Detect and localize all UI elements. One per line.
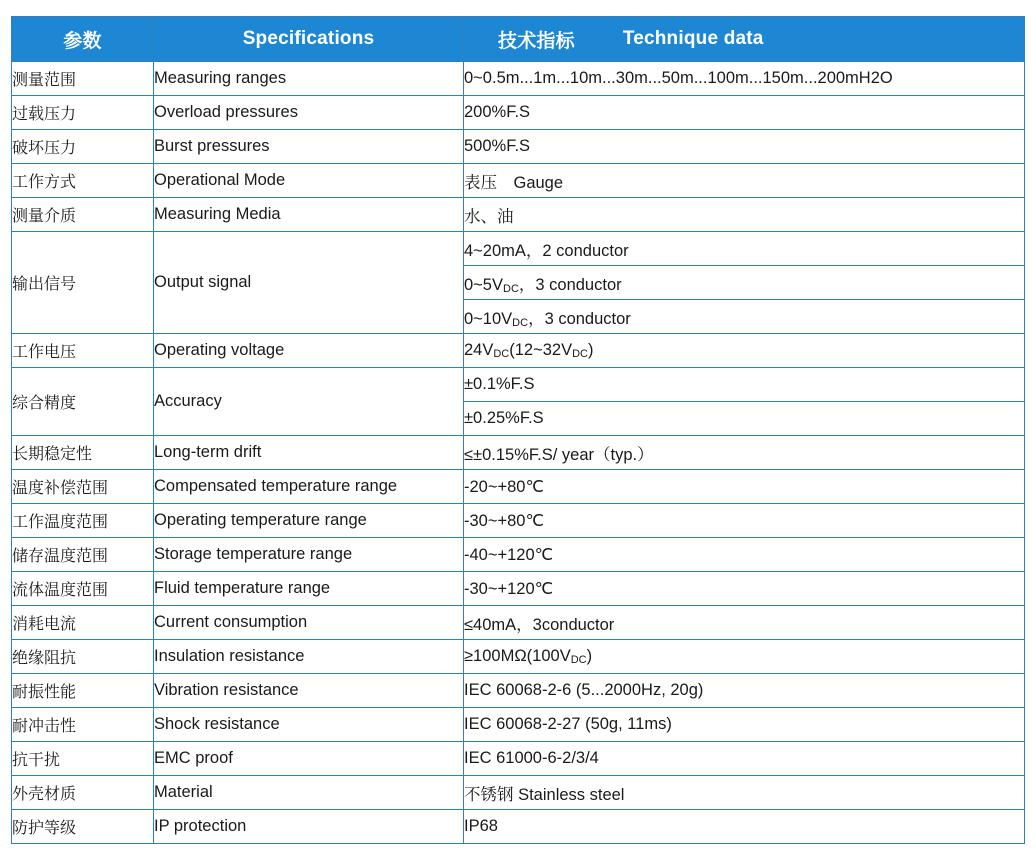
param-en: Material xyxy=(154,776,464,810)
param-value: 表压 Gauge xyxy=(464,164,1025,198)
param-en: Measuring ranges xyxy=(154,62,464,96)
table-row xyxy=(12,164,1025,198)
param-en: Overload pressures xyxy=(154,96,464,130)
param-value: IEC 61000-6-2/3/4 xyxy=(464,742,1025,776)
param-value: 500%F.S xyxy=(464,130,1025,164)
param-cn: 工作温度范围 xyxy=(12,504,154,538)
table-row xyxy=(12,776,1025,810)
param-en: Vibration resistance xyxy=(154,674,464,708)
param-cn: 测量范围 xyxy=(12,62,154,96)
param-cn: 储存温度范围 xyxy=(12,538,154,572)
param-value: IEC 60068-2-6 (5...2000Hz, 20g) xyxy=(464,674,1025,708)
table-row xyxy=(12,368,1025,402)
param-cn: 测量介质 xyxy=(12,198,154,232)
table-row xyxy=(12,504,1025,538)
param-value: 不锈钢 Stainless steel xyxy=(464,776,1025,810)
param-value: IP68 xyxy=(464,810,1025,844)
param-cn: 温度补偿范围 xyxy=(12,470,154,504)
table-body xyxy=(12,62,1025,844)
param-value: -40~+120℃ xyxy=(464,538,1025,572)
param-en: Output signal xyxy=(154,232,464,334)
param-cn: 抗干扰 xyxy=(12,742,154,776)
param-en: Storage temperature range xyxy=(154,538,464,572)
param-value: -20~+80℃ xyxy=(464,470,1025,504)
param-en: Current consumption xyxy=(154,606,464,640)
table-row xyxy=(12,130,1025,164)
param-en: Accuracy xyxy=(154,368,464,436)
param-cn: 耐冲击性 xyxy=(12,708,154,742)
specifications-table xyxy=(11,16,1025,844)
param-cn: 消耗电流 xyxy=(12,606,154,640)
top-spacer xyxy=(0,0,1035,10)
param-cn: 长期稳定性 xyxy=(12,436,154,470)
param-cn: 工作电压 xyxy=(12,334,154,368)
table-header-row xyxy=(12,17,1025,62)
param-cn: 工作方式 xyxy=(12,164,154,198)
table-row xyxy=(12,436,1025,470)
table-row xyxy=(12,606,1025,640)
table-row xyxy=(12,232,1025,266)
param-cn: 外壳材质 xyxy=(12,776,154,810)
param-value: 水、油 xyxy=(464,198,1025,232)
param-en: Operational Mode xyxy=(154,164,464,198)
header-technique xyxy=(464,17,1025,62)
table-row xyxy=(12,674,1025,708)
param-en: Operating temperature range xyxy=(154,504,464,538)
table-row xyxy=(12,640,1025,674)
header-parameter: 参数 xyxy=(12,17,154,62)
table-row xyxy=(12,708,1025,742)
param-en: Measuring Media xyxy=(154,198,464,232)
param-cn: 输出信号 xyxy=(12,232,154,334)
param-value: 200%F.S xyxy=(464,96,1025,130)
header-technique-en: Technique data xyxy=(622,28,764,49)
param-value: IEC 60068-2-27 (50g, 11ms) xyxy=(464,708,1025,742)
table-row xyxy=(12,62,1025,96)
header-specifications: Specifications xyxy=(154,17,464,62)
param-value: -30~+120℃ xyxy=(464,572,1025,606)
param-value: $24V_{DC}(12\sim 32V_{DC})$ xyxy=(464,334,1025,368)
param-cn: 破坏压力 xyxy=(12,130,154,164)
table-head xyxy=(12,17,1025,62)
param-en: Operating voltage xyxy=(154,334,464,368)
param-en: Burst pressures xyxy=(154,130,464,164)
param-value: $0\sim 10V_{DC}$，3 conductor xyxy=(464,300,1025,334)
param-cn: 绝缘阻抗 xyxy=(12,640,154,674)
param-value: ≤±0.15%F.S/ year（typ.） xyxy=(464,436,1025,470)
param-value: ±0.25%F.S xyxy=(464,402,1025,436)
param-value: -30~+80℃ xyxy=(464,504,1025,538)
param-value: ≤40mA，3conductor xyxy=(464,606,1025,640)
param-value: $0\sim 5V_{DC}$，3 conductor xyxy=(464,266,1025,300)
param-value: 0~0.5m...1m...10m...30m...50m...100m...150m...200mH2O xyxy=(464,62,1025,96)
param-value: $\ge 100M\Omega(100V_{DC})$ xyxy=(464,640,1025,674)
table-row xyxy=(12,96,1025,130)
param-cn: 过载压力 xyxy=(12,96,154,130)
param-cn: 流体温度范围 xyxy=(12,572,154,606)
param-cn: 耐振性能 xyxy=(12,674,154,708)
param-en: EMC proof xyxy=(154,742,464,776)
header-technique-cn: 技术指标 xyxy=(498,30,575,52)
param-en: Insulation resistance xyxy=(154,640,464,674)
param-en: Fluid temperature range xyxy=(154,572,464,606)
table-row xyxy=(12,198,1025,232)
param-value: 4~20mA，2 conductor xyxy=(464,232,1025,266)
table-row xyxy=(12,810,1025,844)
table-row xyxy=(12,742,1025,776)
table-row xyxy=(12,538,1025,572)
param-en: Compensated temperature range xyxy=(154,470,464,504)
param-value: ±0.1%F.S xyxy=(464,368,1025,402)
param-cn: 综合精度 xyxy=(12,368,154,436)
param-cn: 防护等级 xyxy=(12,810,154,844)
param-en: Shock resistance xyxy=(154,708,464,742)
param-en: Long-term drift xyxy=(154,436,464,470)
table-row xyxy=(12,572,1025,606)
table-row xyxy=(12,470,1025,504)
param-en: IP protection xyxy=(154,810,464,844)
table-row xyxy=(12,334,1025,368)
